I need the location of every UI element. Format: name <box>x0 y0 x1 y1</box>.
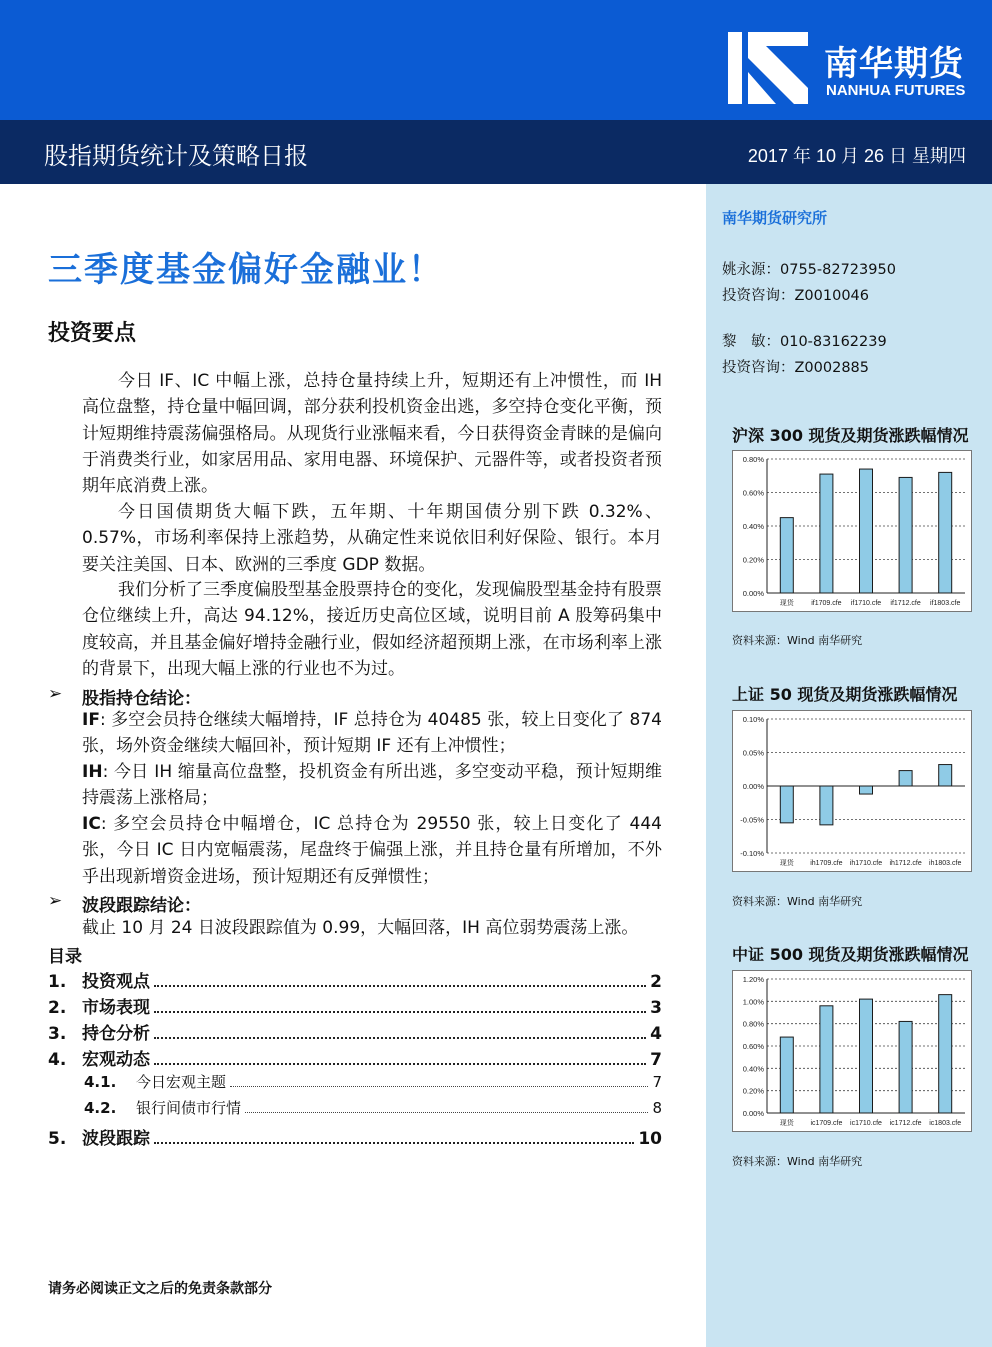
report-type: 股指期货统计及策略日报 <box>44 142 308 170</box>
toc-label: 投资观点 <box>82 972 150 992</box>
bar <box>860 999 873 1113</box>
bar <box>939 995 952 1113</box>
y-tick-label: 0.80% <box>742 1019 764 1029</box>
analyst-license: 投资咨询：Z0002885 <box>722 360 870 376</box>
toc-entry[interactable] <box>48 1071 662 1095</box>
bar <box>860 786 873 794</box>
nanhua-logo-icon <box>724 28 810 108</box>
holdings-item <box>82 759 662 812</box>
x-tick-label: ic1712.cfe <box>889 1120 922 1127</box>
contract-label: IF <box>82 710 100 730</box>
toc-entry[interactable] <box>48 1097 662 1121</box>
toc-leader <box>154 1142 634 1144</box>
x-tick-label: ic1709.cfe <box>810 1120 843 1127</box>
contract-label: IH <box>82 762 103 782</box>
chart-source: 资料来源：Wind 南华研究 <box>732 634 863 647</box>
toc-label: 银行间债市行情 <box>136 1099 242 1117</box>
y-tick-label: 0.40% <box>742 1064 764 1074</box>
toc-entry[interactable] <box>48 1045 662 1069</box>
y-tick-label: 0.00% <box>742 782 764 791</box>
wave-heading: 波段跟踪结论： <box>82 896 201 916</box>
summary-paragraph: 今日国债期货大幅下跌，五年期、十年期国债分别下跌 0.32%、0.57%，市场利率保持上涨趋势，从确定性来说依旧利好保险、银行。本月要关注美国、日本、欧洲的三季度 GDP 数据。 <box>82 502 662 575</box>
toc-number: 1. <box>48 972 67 992</box>
toc-page-number: 2 <box>650 972 662 992</box>
x-tick-label: ih1710.cfe <box>849 860 883 867</box>
toc-page-number: 3 <box>650 998 662 1018</box>
y-tick-label: 0.60% <box>742 488 764 498</box>
contract-label: IC <box>82 814 101 834</box>
header-bar <box>0 0 992 120</box>
toc-number: 4.2. <box>84 1099 117 1117</box>
report-subbar <box>0 120 992 184</box>
x-tick-label: 现货 <box>779 1120 794 1127</box>
y-tick-label: 0.10% <box>742 715 764 724</box>
y-tick-label: 1.00% <box>742 997 764 1007</box>
holdings-text: : 多空会员持仓继续大幅增持，IF 总持仓为 40485 张，较上日变化了 874 张，场外资金继续大幅回补，预计短期 IF 还有上冲惯性； <box>82 710 662 757</box>
summary-paragraph: 今日 IF、IC 中幅上涨，总持仓量持续上升，短期还有上冲惯性，而 IH 高位盘整，持仓量中幅回调，部分获利投机资金出逃，多空持仓变化平衡，预计短期维持震荡偏强格局。从现货行业涨幅来看，今日获得资金青睐的是偏向于消费类行业，如家居用品、家用电器、环境保护、元器件等，或者投资者预期年底消费上涨。 <box>82 371 662 497</box>
toc-number: 4.1. <box>84 1073 117 1091</box>
analyst-license: 投资咨询：Z0010046 <box>722 288 870 304</box>
bullet-arrow-icon: ➢ <box>48 684 63 704</box>
chart-title: 中证 500 现货及期货涨跌幅情况 <box>732 945 969 964</box>
toc-page-number: 4 <box>650 1024 662 1044</box>
toc-entry[interactable] <box>48 967 662 991</box>
chart-source: 资料来源：Wind 南华研究 <box>732 1155 863 1168</box>
y-tick-label: 0.05% <box>742 748 764 758</box>
y-tick-label: 0.20% <box>742 1086 764 1096</box>
toc-number: 5. <box>48 1129 67 1149</box>
logo-text-en: NANHUA FUTURES <box>826 82 966 99</box>
toc-leader <box>245 1112 648 1113</box>
x-tick-label: ih1712.cfe <box>889 860 922 867</box>
y-tick-label: -0.10% <box>740 849 764 858</box>
y-tick-label: 0.40% <box>742 522 764 531</box>
y-tick-label: 0.80% <box>742 455 764 464</box>
chart-title: 上证 50 现货及期货涨跌幅情况 <box>732 685 958 704</box>
bar <box>780 518 793 593</box>
research-org: 南华期货研究所 <box>722 209 828 227</box>
toc-label: 波段跟踪 <box>82 1129 150 1149</box>
toc-leader <box>154 1037 646 1039</box>
y-tick-label: 1.20% <box>742 975 764 984</box>
y-tick-label: 0.00% <box>742 589 764 598</box>
toc-entry[interactable] <box>48 1124 662 1148</box>
x-tick-label: if1712.cfe <box>890 600 921 607</box>
x-tick-label: ih1709.cfe <box>810 860 843 867</box>
chart-zz500 <box>732 970 972 1132</box>
toc-label: 市场表现 <box>82 998 150 1018</box>
y-tick-label: -0.05% <box>740 815 764 825</box>
bar <box>860 469 873 593</box>
toc-page-number: 7 <box>650 1050 662 1070</box>
report-date: 2017 年 10 月 26 日 星期四 <box>747 146 966 166</box>
toc-label: 持仓分析 <box>82 1024 150 1044</box>
x-tick-label: ih1803.cfe <box>929 860 962 867</box>
toc-number: 3. <box>48 1024 67 1044</box>
bar-chart <box>733 451 971 611</box>
chart-source: 资料来源：Wind 南华研究 <box>732 895 863 908</box>
bar-chart <box>733 711 971 871</box>
toc-leader <box>154 1063 646 1065</box>
toc-number: 4. <box>48 1050 67 1070</box>
bar <box>939 765 952 786</box>
summary-paragraph: 我们分析了三季度偏股型基金股票持仓的变化，发现偏股型基金持有股票仓位继续上升，高达 94.12%，接近历史高位区域，说明目前 A 股筹码集中度较高，并且基金偏好增持金融行业，假如经济超预期上涨，在市场利率上涨的背景下，出现大幅上涨的行业也不为过。 <box>82 580 662 679</box>
x-tick-label: ic1803.cfe <box>929 1120 962 1127</box>
section-title: 投资要点 <box>48 321 137 346</box>
toc-entry[interactable] <box>48 1019 662 1043</box>
bar <box>899 477 912 593</box>
bar <box>820 786 833 825</box>
toc-label: 宏观动态 <box>82 1050 150 1070</box>
bar <box>820 1006 833 1113</box>
x-tick-label: 现货 <box>779 600 794 607</box>
holdings-text: : 今日 IH 缩量高位盘整，投机资金有所出逃，多空变动平稳，预计短期维持震荡上涨格局； <box>82 762 662 809</box>
x-tick-label: if1710.cfe <box>850 600 882 607</box>
bar <box>899 1021 912 1113</box>
holdings-item <box>82 811 662 890</box>
chart-title: 沪深 300 现货及期货涨跌幅情况 <box>732 426 969 445</box>
bar <box>939 472 952 593</box>
toc-leader <box>230 1086 648 1087</box>
toc-leader <box>154 985 646 987</box>
bar <box>820 474 833 593</box>
chart-hs300 <box>732 450 972 612</box>
analyst-contact: 姚永源：0755-82723950 <box>722 262 896 278</box>
x-tick-label: if1709.cfe <box>811 600 842 607</box>
toc-leader <box>154 1011 646 1013</box>
analyst-contact: 黎 敏：010-83162239 <box>722 334 887 350</box>
holdings-item <box>82 707 662 760</box>
holdings-text: : 多空会员持仓中幅增仓，IC 总持仓为 29550 张，较上日变化了 444 张，今日 IC 日内宽幅震荡，尾盘终于偏强上涨，并且持仓量有所增加，不外乎出现新增资金进场，预计短期还有反弹惯性； <box>82 814 662 887</box>
holdings-heading: 股指持仓结论： <box>82 689 201 709</box>
company-logo <box>724 28 984 108</box>
report-headline: 三季度基金偏好金融业！ <box>48 250 444 290</box>
y-tick-label: 0.00% <box>742 1109 764 1118</box>
bar <box>780 1037 793 1113</box>
y-tick-label: 0.20% <box>742 555 764 565</box>
toc-page-number: 8 <box>652 1099 662 1117</box>
bar-chart <box>733 971 971 1131</box>
toc-heading: 目录 <box>48 947 82 967</box>
toc-number: 2. <box>48 998 67 1018</box>
toc-label: 今日宏观主题 <box>136 1073 227 1091</box>
bar <box>780 786 793 823</box>
x-tick-label: ic1710.cfe <box>850 1120 882 1127</box>
bullet-arrow-icon: ➢ <box>48 891 63 911</box>
wave-text: 截止 10 月 24 日波段跟踪值为 0.99，大幅回落，IH 高位弱势震荡上涨。 <box>82 918 639 938</box>
chart-sz50 <box>732 710 972 872</box>
toc-page-number: 7 <box>652 1073 662 1091</box>
toc-entry[interactable] <box>48 993 662 1017</box>
disclaimer-note: 请务必阅读正文之后的免责条款部分 <box>48 1281 272 1297</box>
toc-page-number: 10 <box>638 1129 662 1149</box>
x-tick-label: if1803.cfe <box>930 600 961 607</box>
logo-text-cn: 南华期货 <box>824 44 964 84</box>
bar <box>899 771 912 786</box>
y-tick-label: 0.60% <box>742 1042 764 1051</box>
x-tick-label: 现货 <box>779 860 794 867</box>
